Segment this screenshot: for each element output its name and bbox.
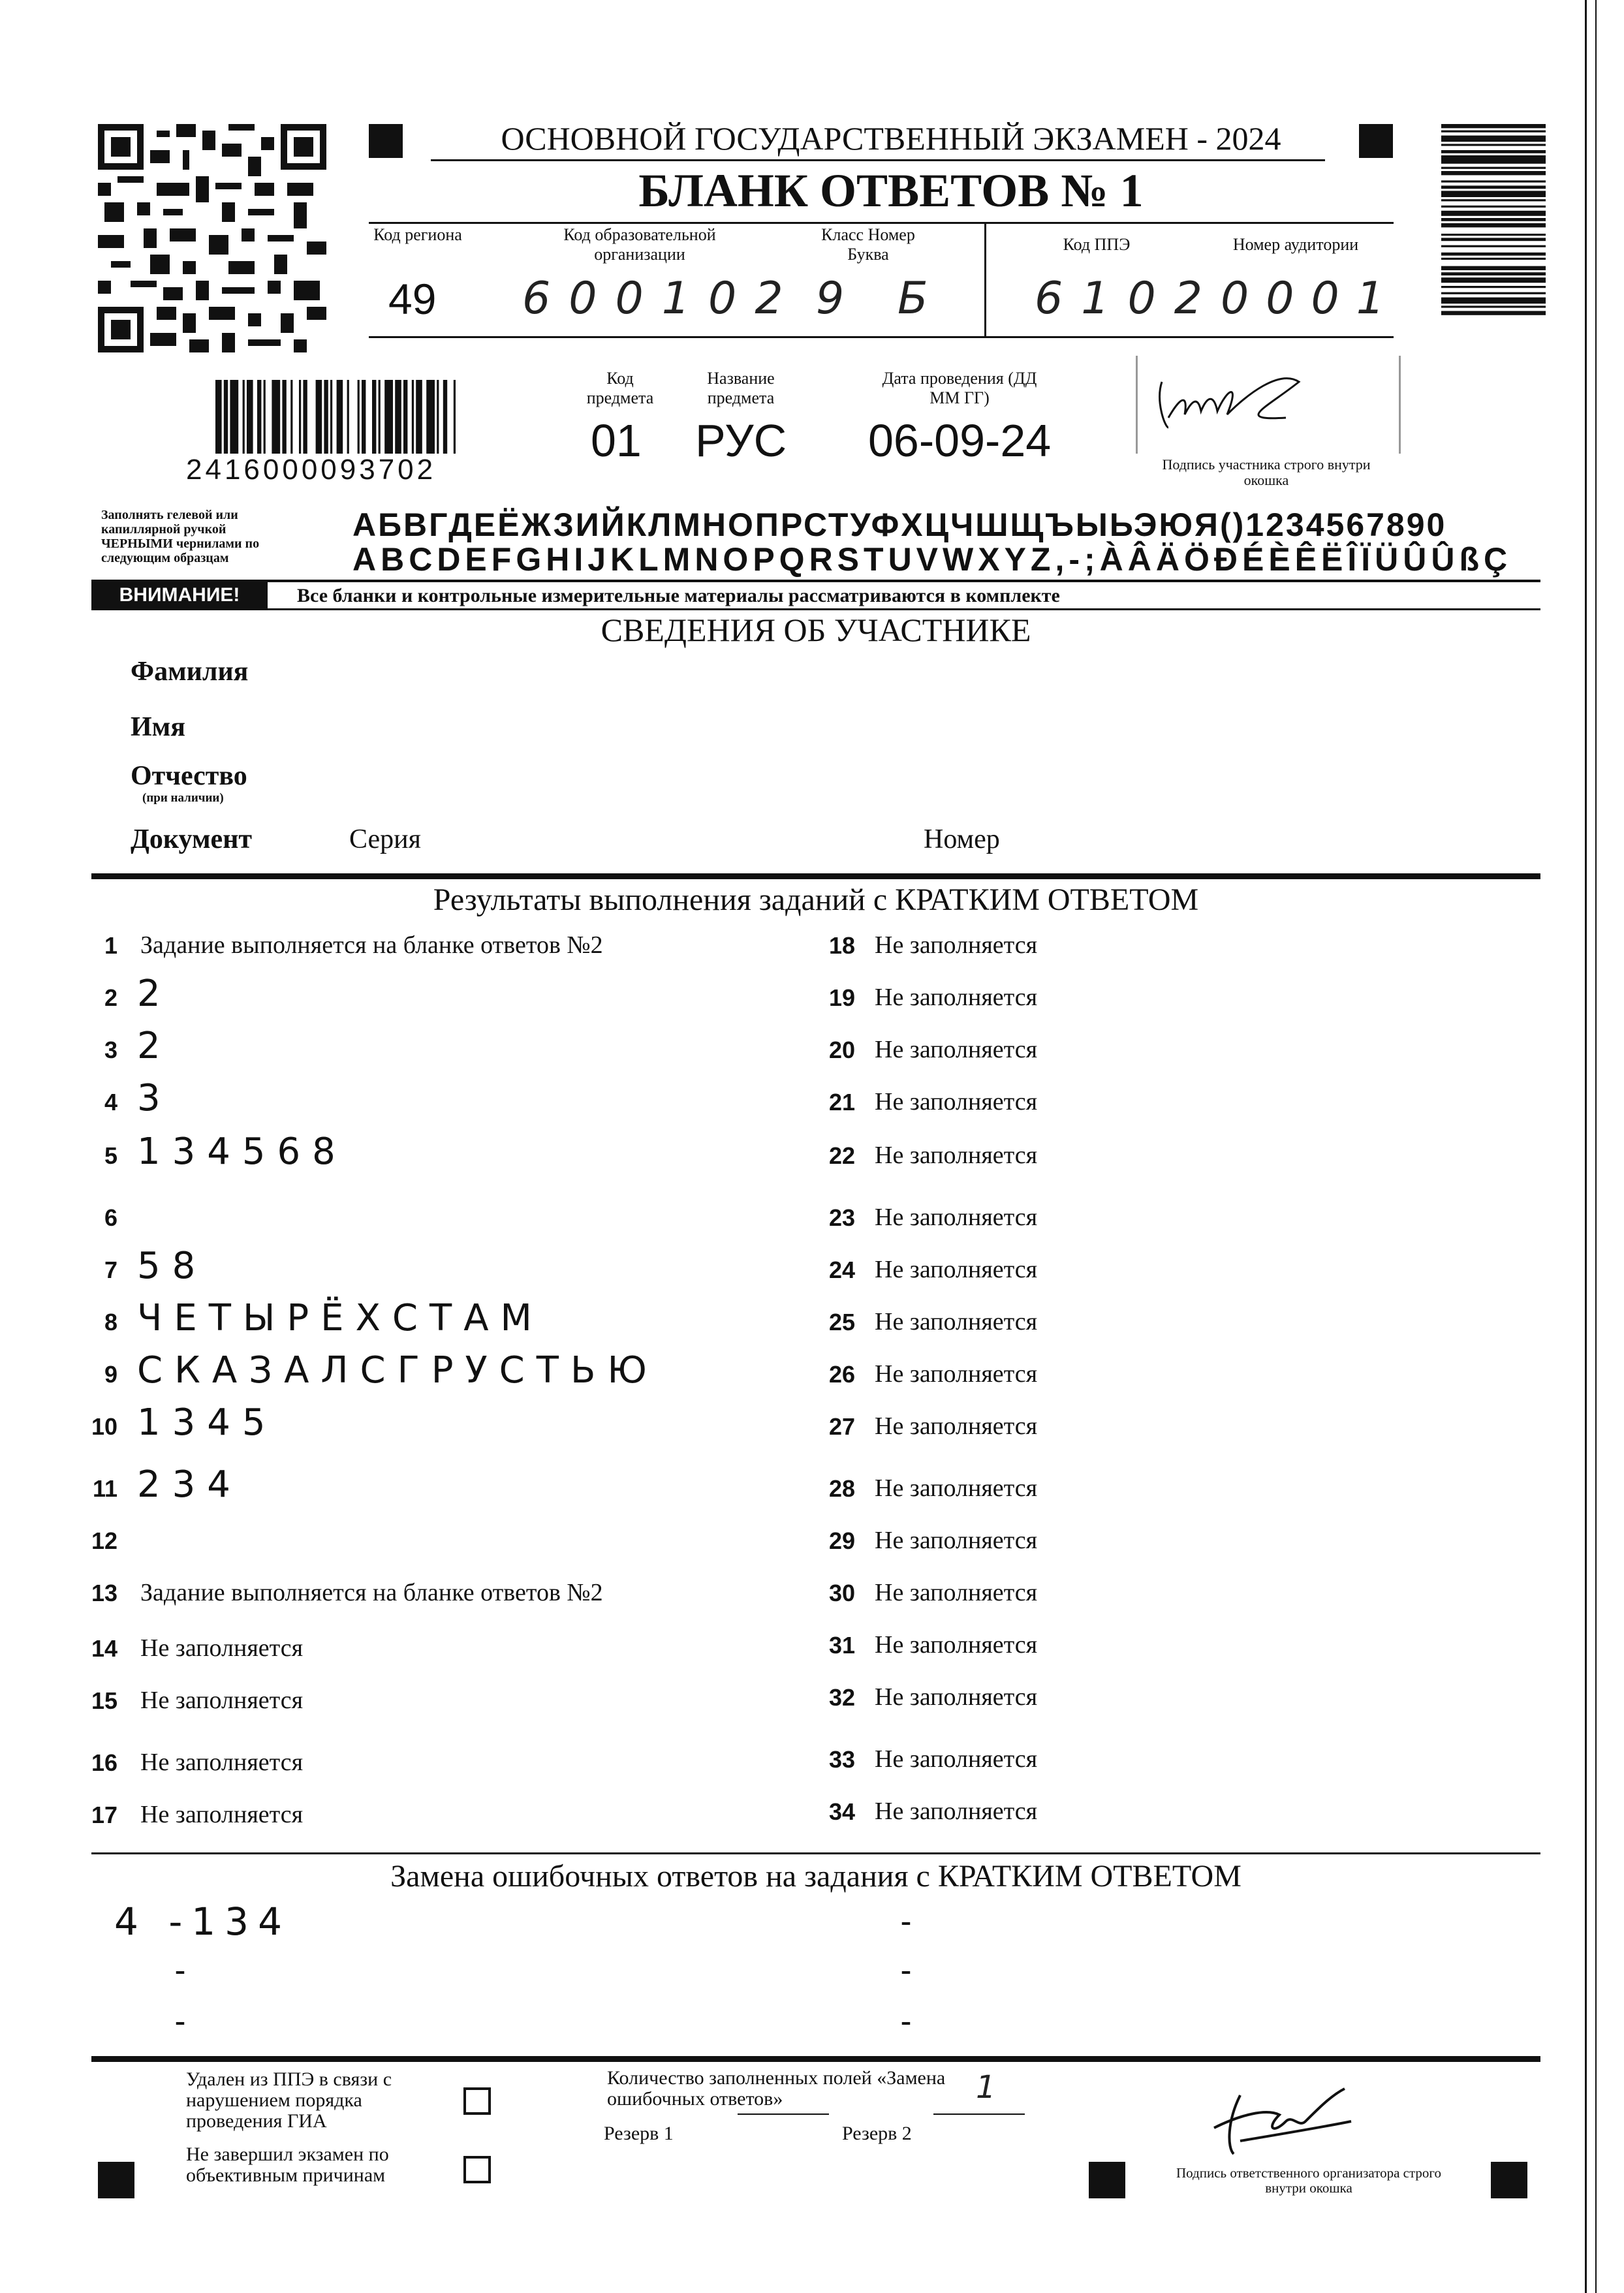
task-number-6: 6 xyxy=(104,1204,117,1231)
sample-row-latin: ABCDEFGHIJKLMNOPQRSTUVWXYZ,-;ÀÂÄÖÐÉÈÊËÎÏÜÛÛßÇ xyxy=(352,541,1512,578)
exam-date: 06-09-24 xyxy=(868,415,1052,466)
task-status-13: Задание выполняется на бланке ответов №2 xyxy=(140,1579,603,1606)
replacement-count-label: Количество заполненных полей «Замена ошибочных ответов» xyxy=(607,2067,946,2110)
task-number-25: 25 xyxy=(828,1309,855,1335)
replacement-entry-1[interactable]: 4 -134 xyxy=(114,1899,291,1944)
exam-title: ОСНОВНОЙ ГОСУДАРСТВЕННЫЙ ЭКЗАМЕН - 2024 xyxy=(501,120,1281,157)
class-label: Класс Номер Буква xyxy=(821,225,915,264)
task-status-15: Не заполняется xyxy=(140,1687,304,1714)
auditorium-label: Номер аудитории xyxy=(1232,235,1359,254)
task-number-28: 28 xyxy=(828,1475,855,1502)
org-code: 600102 xyxy=(522,273,802,324)
organizer-signature-caption: Подпись ответственного организатора строго внутри окошка xyxy=(1176,2165,1442,2196)
name-label: Имя xyxy=(131,712,185,742)
not-finished-checkbox[interactable] xyxy=(463,2156,491,2183)
surname-label: Фамилия xyxy=(131,657,249,687)
task-status-29: Не заполняется xyxy=(875,1527,1038,1554)
task-number-11: 11 xyxy=(92,1475,117,1502)
task-status-34: Не заполняется xyxy=(875,1798,1038,1825)
number-label: Номер xyxy=(924,824,1000,854)
reserve-rule-1 xyxy=(738,2114,829,2115)
right-edge-line-1 xyxy=(1585,0,1587,2293)
task-answer-4[interactable]: 3 xyxy=(137,1077,172,1119)
task-status-28: Не заполняется xyxy=(875,1474,1038,1502)
reserve-rule-2 xyxy=(933,2114,1025,2115)
task-status-22: Не заполняется xyxy=(875,1142,1038,1169)
series-label: Серия xyxy=(349,824,421,854)
task-answer-3[interactable]: 2 xyxy=(137,1025,172,1067)
registration-mark-bottom-right xyxy=(1491,2162,1527,2198)
task-status-18: Не заполняется xyxy=(875,931,1038,959)
task-number-5: 5 xyxy=(104,1142,117,1169)
qr-code xyxy=(98,124,326,352)
right-edge-line-2 xyxy=(1595,0,1597,2293)
task-answer-7[interactable]: 58 xyxy=(137,1245,208,1287)
task-status-26: Не заполняется xyxy=(875,1360,1038,1388)
task-status-1: Задание выполняется на бланке ответов №2 xyxy=(140,931,603,959)
region-code: 49 xyxy=(388,275,437,323)
task-number-18: 18 xyxy=(828,932,855,959)
removed-label: Удален из ППЭ в связи с нарушением порядка проведения ГИА xyxy=(186,2068,392,2132)
task-number-12: 12 xyxy=(91,1527,117,1554)
patronymic-note: (при наличии) xyxy=(142,791,224,805)
task-status-14: Не заполняется xyxy=(140,1634,304,1662)
task-number-2: 2 xyxy=(104,984,117,1011)
replacement-dash-l3: - xyxy=(175,2003,185,2038)
task-status-17: Не заполняется xyxy=(140,1801,304,1828)
results-title: Результаты выполнения заданий с КРАТКИМ ОТВЕТОМ xyxy=(433,882,1199,917)
not-finished-label: Не завершил экзамен по объективным причинам xyxy=(186,2144,389,2186)
task-number-8: 8 xyxy=(104,1309,117,1335)
side-barcode xyxy=(1441,124,1546,490)
document-label: Документ xyxy=(131,824,253,854)
task-status-19: Не заполняется xyxy=(875,984,1038,1011)
barcode-number: 2416000093702 xyxy=(186,454,558,486)
region-label: Код региона xyxy=(373,225,462,244)
task-answer-5[interactable]: 134568 xyxy=(137,1131,347,1173)
form-title: БЛАНК ОТВЕТОВ № 1 xyxy=(638,164,1144,217)
task-answer-9[interactable]: СКАЗАЛСГРУСТЬЮ xyxy=(137,1349,659,1392)
registration-mark-bottom-left xyxy=(98,2162,134,2198)
task-number-22: 22 xyxy=(828,1142,855,1169)
replacement-count-value[interactable]: 1 xyxy=(976,2069,996,2106)
task-number-21: 21 xyxy=(828,1089,855,1115)
registration-mark-bottom-mid xyxy=(1089,2162,1125,2198)
codes-top-rule xyxy=(369,222,1394,224)
task-number-27: 27 xyxy=(828,1413,855,1440)
task-answer-2[interactable]: 2 xyxy=(137,973,172,1015)
task-number-3: 3 xyxy=(104,1037,117,1063)
attention-top-rule xyxy=(91,580,1540,582)
patronymic-label: Отчество xyxy=(131,761,247,791)
task-status-27: Не заполняется xyxy=(875,1412,1038,1440)
task-number-30: 30 xyxy=(828,1580,855,1606)
task-number-7: 7 xyxy=(104,1256,117,1283)
task-number-1: 1 xyxy=(104,932,117,959)
class-number: 9 xyxy=(816,273,845,324)
task-answer-8[interactable]: ЧЕТЫРЁХСТАМ xyxy=(137,1297,544,1339)
task-status-33: Не заполняется xyxy=(875,1745,1038,1773)
footer-top-rule xyxy=(91,2056,1540,2062)
task-answer-11[interactable]: 234 xyxy=(137,1463,242,1506)
replacement-dash-l2: - xyxy=(175,1952,185,1987)
participant-signature xyxy=(1149,356,1319,441)
task-number-10: 10 xyxy=(91,1413,117,1440)
task-number-23: 23 xyxy=(828,1204,855,1231)
task-number-24: 24 xyxy=(828,1256,855,1283)
subject-name: РУС xyxy=(695,415,787,466)
task-number-33: 33 xyxy=(828,1746,855,1773)
replacement-dash-r3: - xyxy=(901,2003,911,2038)
sample-instruction: Заполнять гелевой или капиллярной ручкой ЧЕРНЫМИ чернилами по следующим образцам xyxy=(101,508,260,565)
task-number-32: 32 xyxy=(828,1684,855,1711)
subject-name-label: Название предмета xyxy=(707,369,775,407)
participant-signature-caption: Подпись участника строго внутри окошка xyxy=(1162,456,1371,488)
task-number-4: 4 xyxy=(104,1089,117,1115)
task-answer-10[interactable]: 1345 xyxy=(137,1401,277,1444)
task-number-14: 14 xyxy=(91,1635,117,1662)
ppe-code: 6102 xyxy=(1035,273,1221,324)
replacement-dash-r2: - xyxy=(901,1952,911,1987)
subject-code-label: Код предмета xyxy=(586,369,654,407)
task-number-31: 31 xyxy=(828,1632,855,1659)
org-label: Код образовательной организации xyxy=(563,225,716,264)
replacement-title: Замена ошибочных ответов на задания с КРАТКИМ ОТВЕТОМ xyxy=(390,1859,1241,1894)
reserve-1-label: Резерв 1 xyxy=(604,2123,674,2144)
task-status-24: Не заполняется xyxy=(875,1256,1038,1283)
task-status-16: Не заполняется xyxy=(140,1749,304,1776)
task-number-13: 13 xyxy=(91,1580,117,1606)
task-status-30: Не заполняется xyxy=(875,1579,1038,1606)
codes-bottom-rule xyxy=(369,336,1394,338)
task-number-16: 16 xyxy=(91,1749,117,1776)
codes-divider xyxy=(984,222,986,338)
task-status-32: Не заполняется xyxy=(875,1683,1038,1711)
task-number-9: 9 xyxy=(104,1361,117,1388)
task-status-21: Не заполняется xyxy=(875,1088,1038,1115)
replacement-top-rule xyxy=(91,1852,1540,1854)
task-number-29: 29 xyxy=(828,1527,855,1554)
participant-section-title: СВЕДЕНИЯ ОБ УЧАСТНИКЕ xyxy=(601,612,1031,648)
task-status-31: Не заполняется xyxy=(875,1631,1038,1659)
registration-mark-top-left xyxy=(369,124,403,158)
task-status-20: Не заполняется xyxy=(875,1036,1038,1063)
task-number-20: 20 xyxy=(828,1037,855,1063)
reserve-2-label: Резерв 2 xyxy=(842,2123,912,2144)
auditorium-code: 0001 xyxy=(1221,273,1402,324)
task-number-26: 26 xyxy=(828,1361,855,1388)
task-number-19: 19 xyxy=(828,984,855,1011)
date-label: Дата проведения (ДД ММ ГГ) xyxy=(882,369,1037,407)
organizer-signature xyxy=(1201,2069,1371,2160)
task-number-34: 34 xyxy=(828,1798,855,1825)
class-letter: Б xyxy=(898,273,928,324)
attention-text: Все бланки и контрольные измерительные материалы рассматриваются в комплекте xyxy=(297,585,1060,606)
replacement-dash-r1: - xyxy=(901,1903,911,1938)
subject-code: 01 xyxy=(591,415,642,466)
task-status-25: Не заполняется xyxy=(875,1308,1038,1335)
task-number-17: 17 xyxy=(91,1802,117,1828)
attention-label: ВНИМАНИЕ! xyxy=(91,582,268,608)
title-underline xyxy=(431,159,1325,161)
removed-checkbox[interactable] xyxy=(463,2087,491,2115)
task-status-23: Не заполняется xyxy=(875,1204,1038,1231)
ppe-label: Код ППЭ xyxy=(1063,235,1131,254)
results-top-rule xyxy=(91,873,1540,879)
registration-mark-top-right xyxy=(1359,124,1393,158)
task-number-15: 15 xyxy=(91,1687,117,1714)
sample-row-cyrillic: АБВГДЕЁЖЗИЙКЛМНОПРСТУФХЦЧШЩЪЫЬЭЮЯ()1234567890 xyxy=(352,507,1447,543)
